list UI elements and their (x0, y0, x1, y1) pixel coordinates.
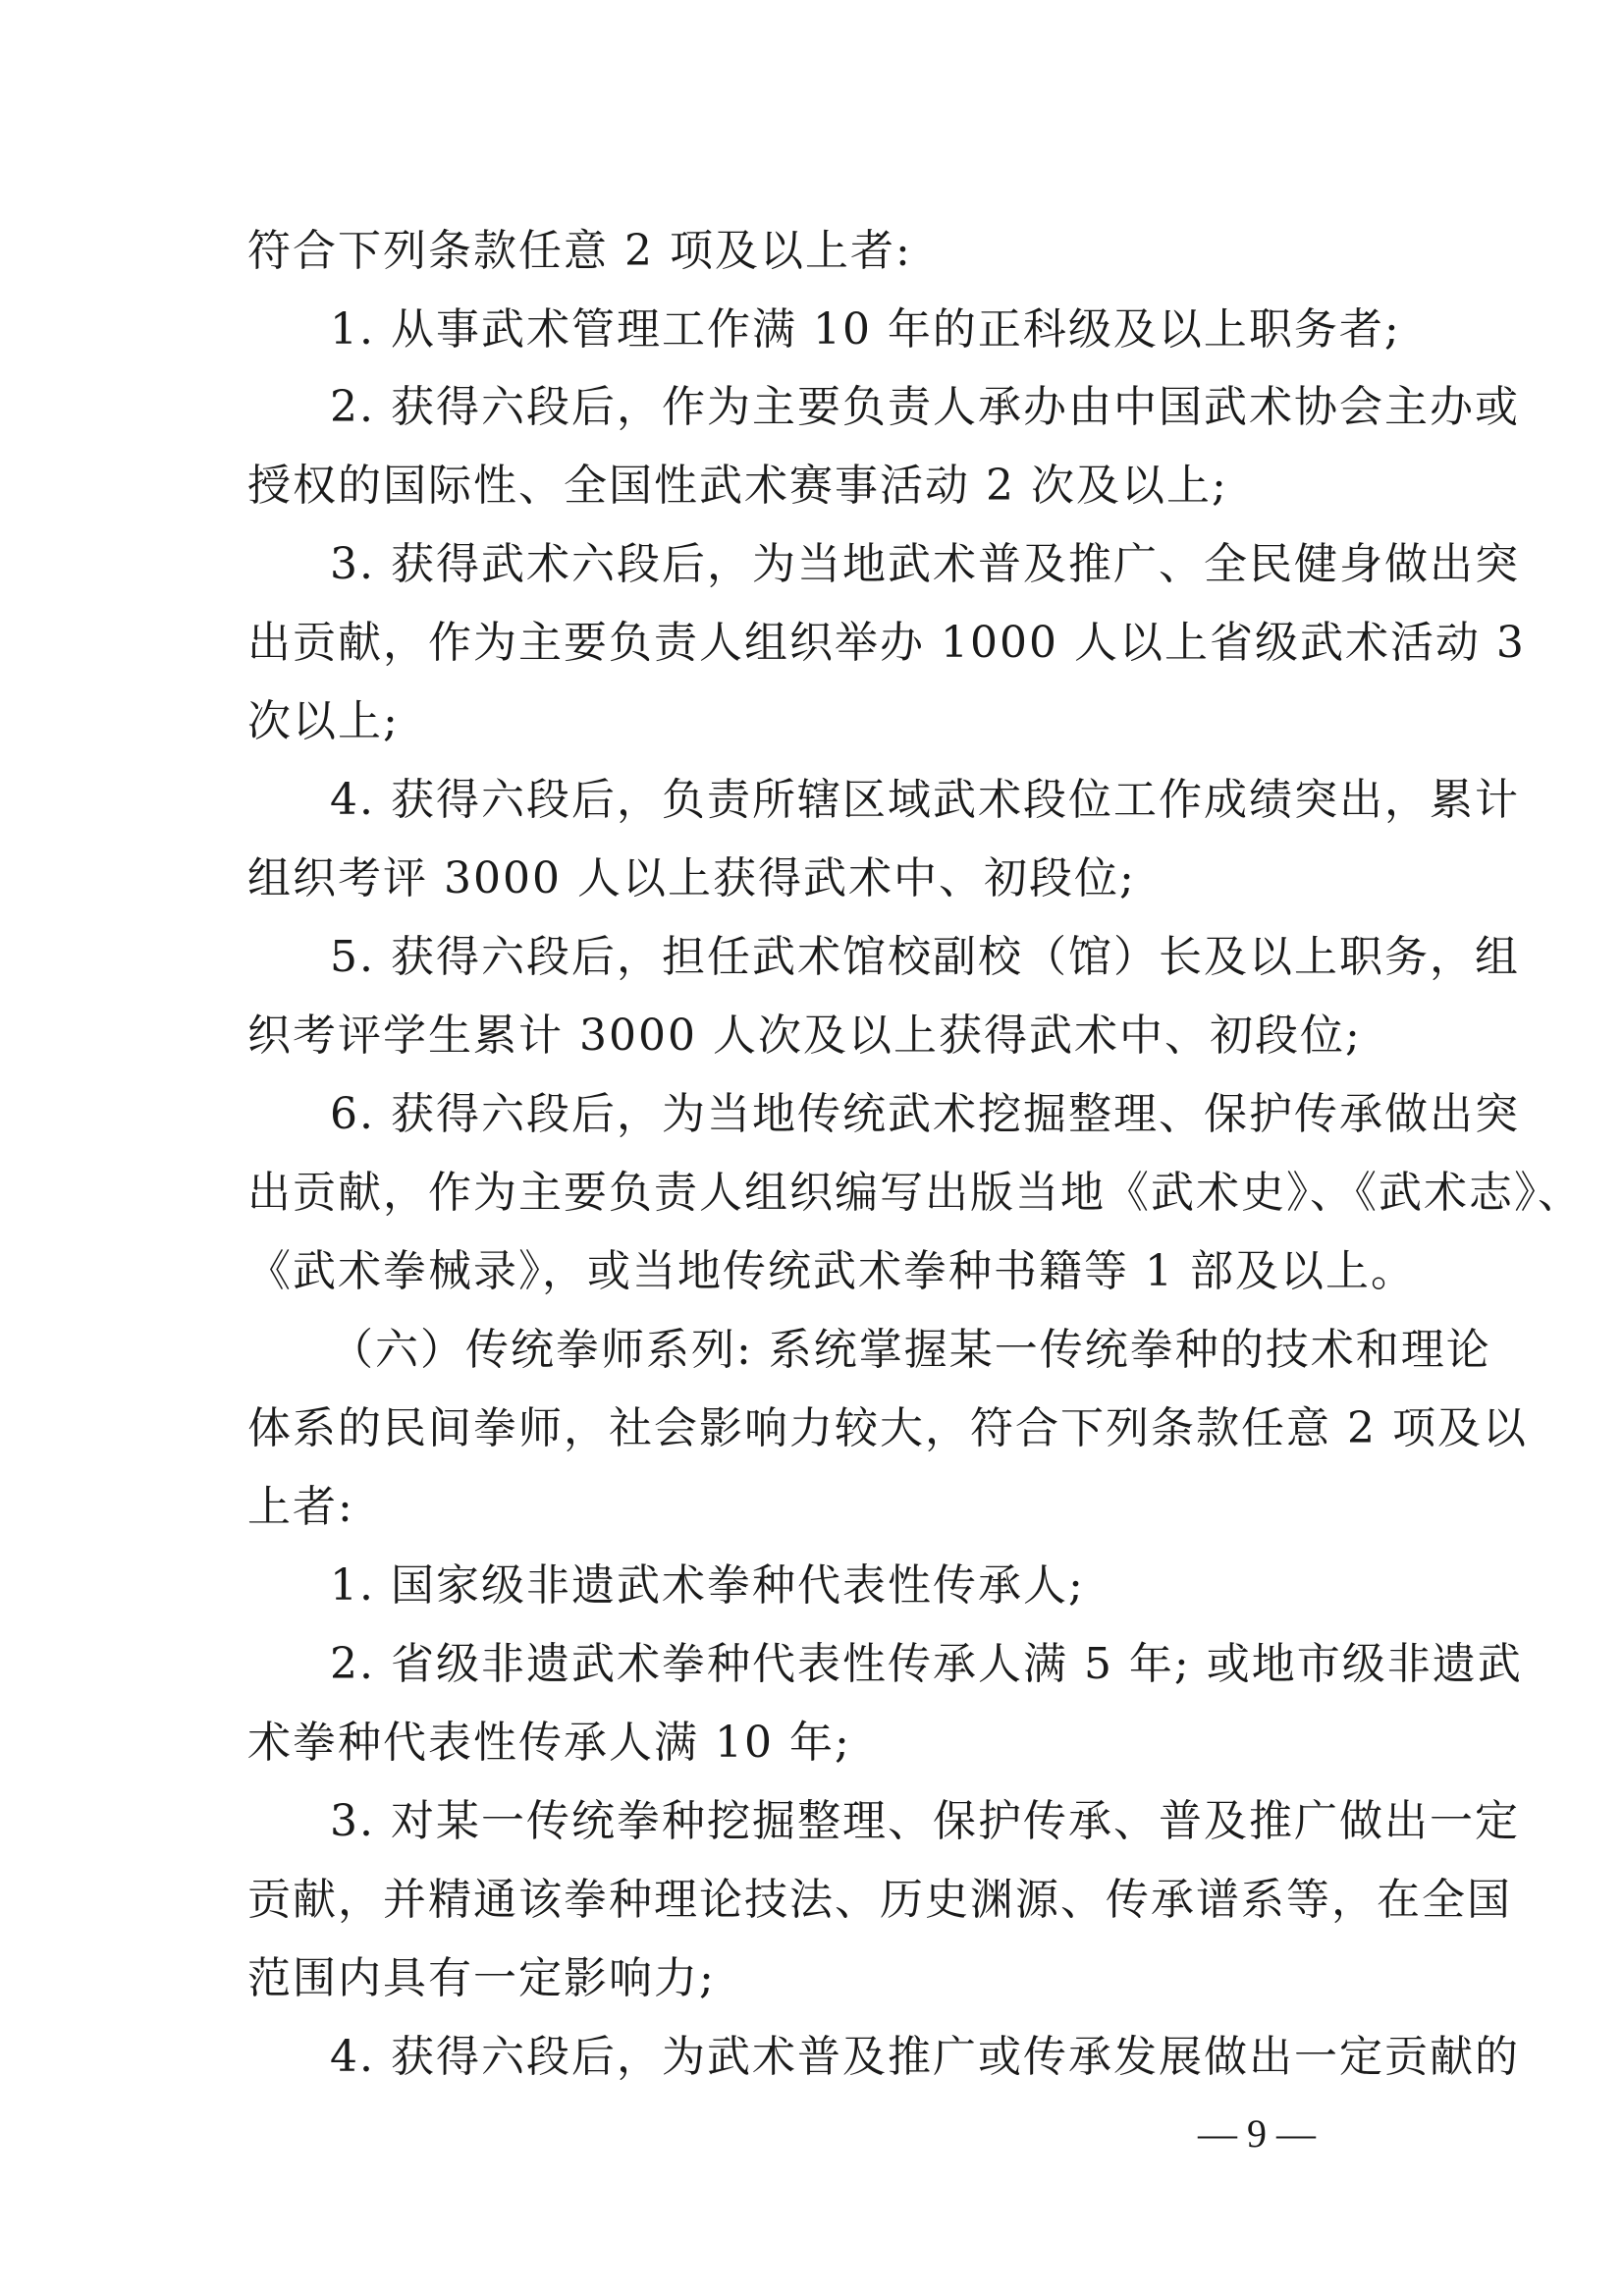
paragraph-line: 上者: (247, 1482, 354, 1532)
paragraph-line: 《武术拳械录》，或当地传统武术拳种书籍等 1 部及以上。 (247, 1246, 1416, 1296)
paragraph-line: 5. 获得六段后，担任武术馆校副校（馆）长及以上职务，组 (330, 932, 1520, 982)
paragraph-line: 次以上; (247, 696, 400, 746)
paragraph-line: 1. 国家级非遗武术拳种代表性传承人; (330, 1560, 1085, 1611)
paragraph-line: 织考评学生累计 3000 人次及以上获得武术中、初段位; (247, 1011, 1362, 1061)
paragraph-line: 3. 对某一传统拳种挖掘整理、保护传承、普及推广做出一定 (330, 1796, 1520, 1846)
page-number: — 9 — (1198, 2111, 1316, 2156)
paragraph-line: 符合下列条款任意 2 项及以上者: (247, 226, 912, 276)
paragraph-line: 6. 获得六段后，为当地传统武术挖掘整理、保护传承做出突 (330, 1089, 1520, 1139)
paragraph-line: 术拳种代表性传承人满 10 年; (247, 1718, 851, 1768)
section-heading-line: （六）传统拳师系列: 系统掌握某一传统拳种的技术和理论 (330, 1325, 1491, 1375)
paragraph-line: 2. 省级非遗武术拳种代表性传承人满 5 年; 或地市级非遗武 (330, 1639, 1523, 1689)
paragraph-line: 3. 获得武术六段后，为当地武术普及推广、全民健身做出突 (330, 539, 1520, 589)
paragraph-line: 4. 获得六段后，为武术普及推广或传承发展做出一定贡献的 (330, 2032, 1520, 2082)
paragraph-line: 贡献，并精通该拳种理论技法、历史渊源、传承谱系等，在全国 (247, 1875, 1512, 1925)
paragraph-line: 范围内具有一定影响力; (247, 1953, 716, 2003)
paragraph-line: 4. 获得六段后，负责所辖区域武术段位工作成绩突出，累计 (330, 775, 1520, 825)
paragraph-line: 1. 从事武术管理工作满 10 年的正科级及以上职务者; (330, 304, 1401, 355)
paragraph-line: 2. 获得六段后，作为主要负责人承办由中国武术协会主办或 (330, 382, 1520, 432)
paragraph-line: 体系的民间拳师，社会影响力较大，符合下列条款任意 2 项及以 (247, 1403, 1528, 1453)
paragraph-line: 组织考评 3000 人以上获得武术中、初段位; (247, 853, 1136, 903)
paragraph-line: 出贡献，作为主要负责人组织编写出版当地《武术史》、《武术志》、 (247, 1168, 1583, 1218)
paragraph-line: 授权的国际性、全国性武术赛事活动 2 次及以上; (247, 461, 1228, 511)
paragraph-line: 出贡献，作为主要负责人组织举办 1000 人以上省级武术活动 3 (247, 618, 1526, 668)
